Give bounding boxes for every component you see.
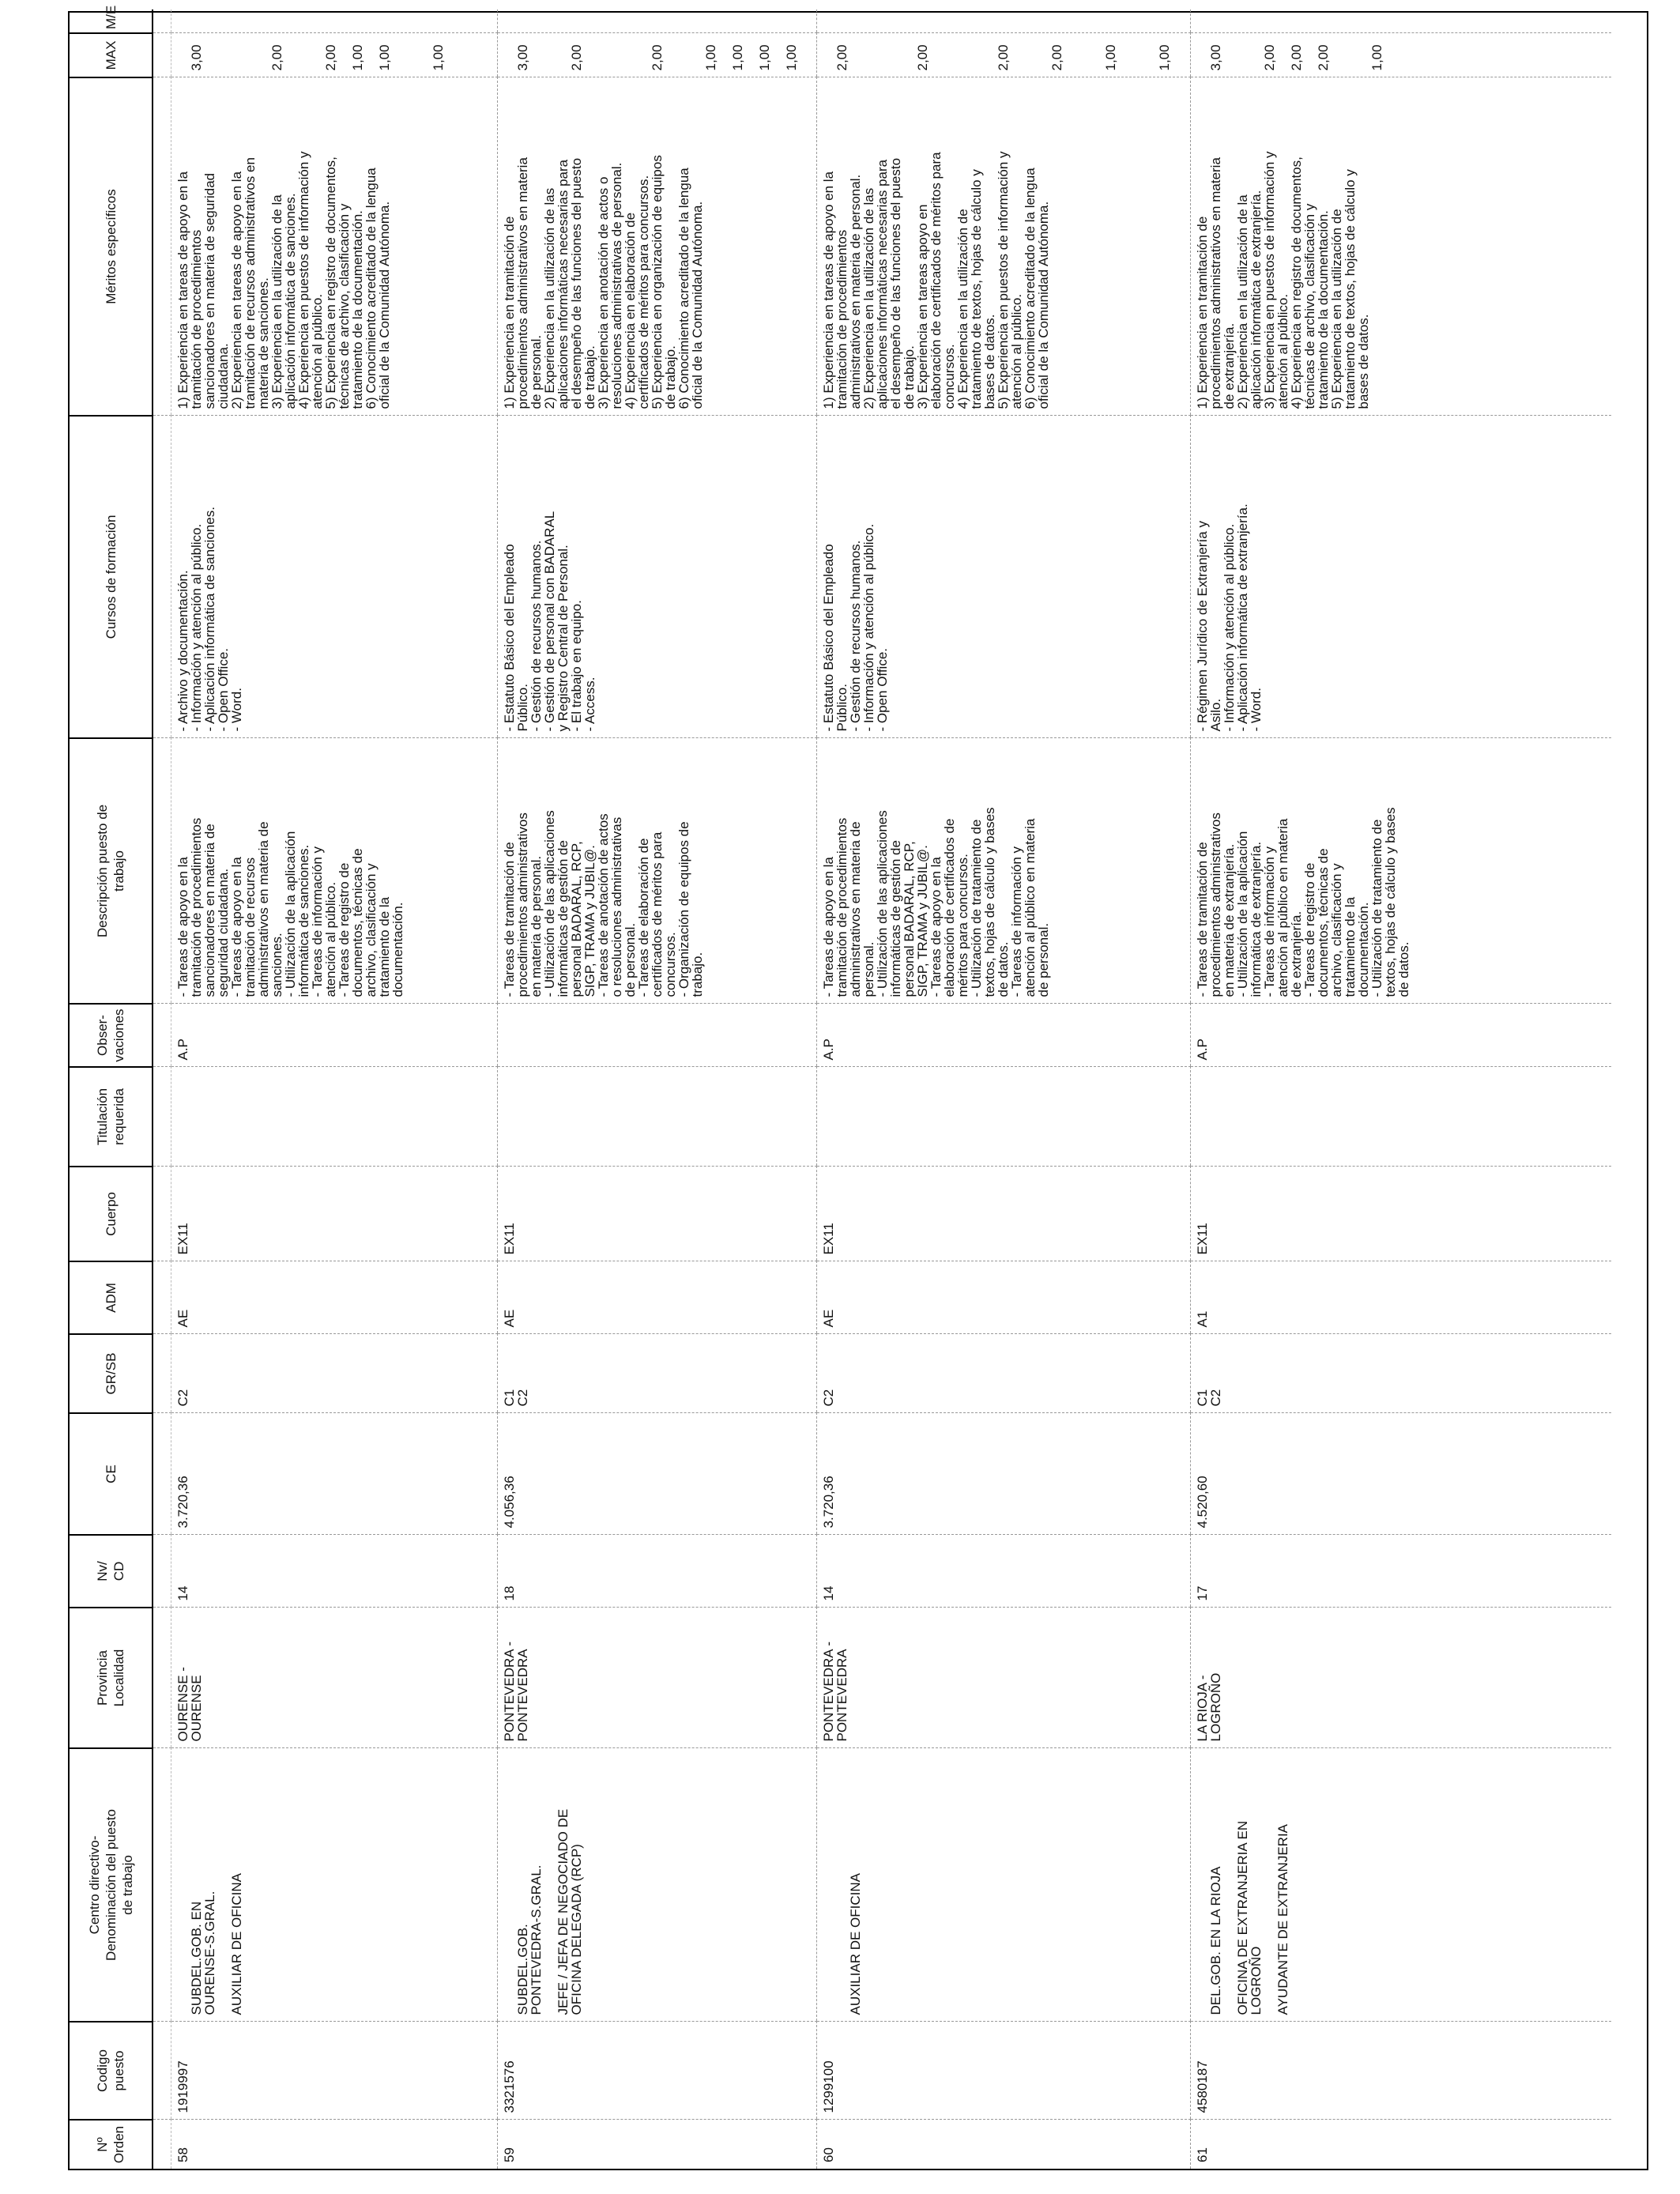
header-centro: Centro directivo- Denominación del puesto de trabajo bbox=[70, 1748, 153, 2022]
max-value bbox=[623, 40, 637, 71]
titulacion-cell bbox=[171, 1067, 498, 1167]
titulacion-cell bbox=[1191, 1067, 1612, 1167]
nivel-cell: 14 bbox=[817, 1535, 1191, 1608]
adm-cell: AE bbox=[817, 1261, 1191, 1334]
table-row bbox=[171, 9, 498, 2169]
max-value: 2,00 bbox=[915, 44, 930, 71]
descripcion-cell: - Tareas de tramitación de procedimientos administrativos en materia de extranjería. - Utilización de la aplicación informática de extranjería. - Tareas de información y atención al público en materia de extranjería. - Tareas de registro de documentos, técnicas de archivo, clasificación y tratamiento de la documentación. - Utilización de tratamiento de textos, hojas de cálculo y bases de datos. bbox=[1191, 738, 1612, 1004]
cursos-cell: - Estatuto Básico del Empleado Público. - Gestión de recursos humanos. - Gestión de personal con BADARAL y Registro Central de Personal. - El trabajo en equipo. - Access. bbox=[498, 416, 817, 738]
max-value bbox=[677, 40, 691, 71]
cuerpo-cell: EX11 bbox=[171, 1167, 498, 1261]
max-value: 1,00 bbox=[1369, 44, 1384, 71]
max-value: 2,00 bbox=[650, 44, 665, 71]
centro-cell bbox=[1191, 1748, 1612, 2022]
header-codigo: Codigo puesto bbox=[70, 2022, 153, 2120]
meritos-cell: 1) Experiencia en tareas de apoyo en la tramitación de procedimientos administrativos en materia de personal. 2) Experiencia en la utilización de las aplicaciones informáticas necesarias para el desempeño de las funciones del puesto de trabajo. 3) Experiencia en tareas apoyo en elaboración de certificados de méritos para concursos. 4) Experiencia en la utilización de tratamiento de textos, hojas de cálculo y bases de datos. 5) Experiencia en puestos de información y atención al público. 6) Conocimiento acreditado de la lengua oficial de la Comunidad Autónoma. bbox=[817, 77, 1191, 416]
titulacion-cell bbox=[817, 1067, 1191, 1167]
job-posts-table bbox=[70, 5, 1611, 2169]
provincia-cell: OURENSE - OURENSE bbox=[171, 1608, 498, 1748]
table-row bbox=[817, 9, 1191, 2169]
post-title: JEFE / JEFA DE NEGOCIADO DE OFICINA DELEGADA (RCP) bbox=[556, 1808, 584, 2015]
max-value: 1,00 bbox=[431, 44, 446, 71]
cuerpo-cell: EX11 bbox=[498, 1167, 817, 1261]
max-value: 2,00 bbox=[996, 44, 1011, 71]
cursos-cell: - Archivo y documentación. - Información y atención al público. - Aplicación informática de sanciones. - Open Office. - Word. bbox=[171, 416, 498, 738]
max-value: 2,00 bbox=[1289, 44, 1304, 71]
codigo-cell: 1919997 bbox=[171, 2022, 498, 2120]
max-value bbox=[862, 40, 876, 71]
max-value bbox=[1131, 40, 1144, 71]
ce-cell: 4.520,60 bbox=[1191, 1413, 1612, 1535]
spacer-row bbox=[153, 9, 171, 2169]
cursos-cell: - Estatuto Básico del Empleado Público. - Gestión de recursos humanos. - Información y atención al público. - Open Office. bbox=[817, 416, 1191, 738]
max-value bbox=[1236, 40, 1249, 71]
grsb-cell: C1 C2 bbox=[498, 1334, 817, 1413]
header-orden: Nº Orden bbox=[70, 2120, 153, 2169]
meritos-cell: 1) Experiencia en tramitación de procedimientos administrativos en materia de personal. 2) Experiencia en la utilización de las aplicaciones informáticas necesarias para el desempeño de las funciones del puesto de trabajo. 3) Experiencia en anotación de actos o resoluciones administrativas de personal. 4) Experiencia en elaboración de certificados de méritos para concursos. 5) Experiencia en organización de equipos de trabajo. 6) Conocimiento acreditado de la lengua oficial de la Comunidad Autónoma. bbox=[498, 77, 817, 416]
grsb-cell: C1 C2 bbox=[1191, 1334, 1612, 1413]
max-value bbox=[1077, 40, 1090, 71]
meritos-cell: 1) Experiencia en tareas de apoyo en la tramitación de procedimientos sancionadores en materia de seguridad ciudadana. 2) Experiencia en tareas de apoyo en la tramitación de recursos administrativos en materia de sanciones. 3) Experiencia en la utilización de la aplicación informática de sanciones. 4) Experiencia en puestos de información y atención al público. 5) Experiencia en registro de documentos, técnicas de archivo, clasificación y tratamiento de la documentación. 6) Conocimiento acreditado de la lengua oficial de la Comunidad Autónoma. bbox=[171, 77, 498, 416]
max-cell bbox=[817, 33, 1191, 77]
max-cell bbox=[1191, 33, 1612, 77]
max-value: 2,00 bbox=[1262, 44, 1277, 71]
table-row bbox=[498, 9, 817, 2169]
max-cell bbox=[498, 33, 817, 77]
codigo-cell: 1299100 bbox=[817, 2022, 1191, 2120]
max-value: 1,00 bbox=[1157, 44, 1172, 71]
max-value: 3,00 bbox=[189, 44, 204, 71]
max-cell bbox=[171, 33, 498, 77]
codigo-cell: 4580187 bbox=[1191, 2022, 1612, 2120]
cuerpo-cell: EX11 bbox=[817, 1167, 1191, 1261]
nivel-cell: 14 bbox=[171, 1535, 498, 1608]
observaciones-cell: A.P bbox=[1191, 1004, 1612, 1067]
max-value: 3,00 bbox=[515, 44, 530, 71]
max-value: 1,00 bbox=[1103, 44, 1118, 71]
ce-cell: 3.720,36 bbox=[817, 1413, 1191, 1535]
org-unit: DEL.GOB. EN LA RIOJA OFICINA DE EXTRANJERIA EN LOGROÑO bbox=[1208, 1820, 1264, 2015]
cuerpo-cell: EX11 bbox=[1191, 1167, 1612, 1261]
observaciones-cell bbox=[498, 1004, 817, 1067]
max-value: 1,00 bbox=[757, 44, 772, 71]
descripcion-cell: - Tareas de tramitación de procedimientos administrativos en materia de personal. - Utilización de las aplicaciones informáticas de gestión de personal BADARAL, RCP, SIGP, TRAMA y JUBIL@. - Tareas de anotación de actos o resoluciones administrativas de personal. - Tareas de elaboración de certificados de méritos para concursos. - Organización de equipos de trabajo. bbox=[498, 738, 817, 1004]
post-title: AUXILIAR DE OFICINA bbox=[848, 1873, 863, 2015]
max-value: 2,00 bbox=[834, 44, 849, 71]
max-value bbox=[1023, 40, 1037, 71]
provincia-cell: LA RIOJA - LOGROÑO bbox=[1191, 1608, 1612, 1748]
max-value: 2,00 bbox=[569, 44, 584, 71]
max-value: 2,00 bbox=[1316, 44, 1331, 71]
max-value: 2,00 bbox=[269, 44, 284, 71]
orden-cell: 59 bbox=[498, 2120, 817, 2169]
header-cuerpo: Cuerpo bbox=[70, 1167, 153, 1261]
max-value bbox=[405, 40, 418, 71]
max-value bbox=[889, 40, 902, 71]
centro-cell bbox=[498, 1748, 817, 2022]
max-value bbox=[217, 40, 230, 71]
max-value: 1,00 bbox=[730, 44, 745, 71]
provincia-cell: PONTEVEDRA - PONTEVEDRA bbox=[817, 1608, 1191, 1748]
max-value bbox=[243, 40, 257, 71]
max-value: 1,00 bbox=[350, 44, 365, 71]
meritos-cell: 1) Experiencia en tramitación de procedimientos administrativos en materia de extranjería. 2) Experiencia en la utilización de la aplicación informática de extranjería. 3) Experiencia en puestos de información y atención al público. 4) Experiencia en registro de documentos, técnicas de archivo, clasificación y tratamiento de la documentación. 5) Experiencia en la utilización de tratamiento de textos, hojas de cálculo y bases de datos. bbox=[1191, 77, 1612, 416]
max-value bbox=[1343, 40, 1357, 71]
max-value: 1,00 bbox=[703, 44, 718, 71]
header-max: MAX bbox=[70, 33, 153, 77]
centro-cell bbox=[817, 1748, 1191, 2022]
orden-cell: 60 bbox=[817, 2120, 1191, 2169]
post-title: AYUDANTE DE EXTRANJERIA bbox=[1275, 1823, 1290, 2015]
max-value bbox=[297, 40, 311, 71]
header-me: M/E bbox=[70, 9, 153, 33]
me-cell bbox=[171, 9, 498, 33]
orden-cell: 58 bbox=[171, 2120, 498, 2169]
max-value bbox=[543, 40, 556, 71]
cursos-cell: - Régimen Jurídico de Extranjería y Asilo. - Información y atención al público. - Aplicación informática de extranjería. - Word. bbox=[1191, 416, 1612, 738]
post-title: AUXILIAR DE OFICINA bbox=[229, 1873, 244, 2015]
max-value bbox=[970, 40, 983, 71]
centro-cell bbox=[171, 1748, 498, 2022]
orden-cell: 61 bbox=[1191, 2120, 1612, 2169]
provincia-cell: PONTEVEDRA - PONTEVEDRA bbox=[498, 1608, 817, 1748]
ce-cell: 3.720,36 bbox=[171, 1413, 498, 1535]
header-observaciones: Obser- vaciones bbox=[70, 1004, 153, 1067]
header-descripcion: Descripción puesto de trabajo bbox=[70, 738, 153, 1004]
header-meritos: Méritos específicos bbox=[70, 77, 153, 416]
observaciones-cell: A.P bbox=[171, 1004, 498, 1067]
header-ce: CE bbox=[70, 1413, 153, 1535]
header-grsb: GR/SB bbox=[70, 1334, 153, 1413]
grsb-cell: C2 bbox=[171, 1334, 498, 1413]
me-cell bbox=[817, 9, 1191, 33]
header-adm: ADM bbox=[70, 1261, 153, 1334]
me-cell bbox=[498, 9, 817, 33]
max-value: 2,00 bbox=[1049, 44, 1064, 71]
nivel-cell: 18 bbox=[498, 1535, 817, 1608]
ce-cell: 4.056,36 bbox=[498, 1413, 817, 1535]
descripcion-cell: - Tareas de apoyo en la tramitación de procedimientos sancionadores en materia de seguridad ciudadana. - Tareas de apoyo en la tramitación de recursos administrativos en materia de sanciones. - Utilización de la aplicación informática de sanciones. - Tareas de información y atención al público. - Tareas de registro de documentos, técnicas de archivo, clasificación y tratamiento de la documentación. bbox=[171, 738, 498, 1004]
me-cell bbox=[1191, 9, 1612, 33]
adm-cell: AE bbox=[498, 1261, 817, 1334]
org-unit: SUBDEL.GOB. PONTEVEDRA-S.GRAL. bbox=[515, 1864, 544, 2015]
max-value: 1,00 bbox=[377, 44, 392, 71]
table-header-row bbox=[70, 9, 153, 2169]
titulacion-cell bbox=[498, 1067, 817, 1167]
max-value bbox=[943, 40, 956, 71]
header-cursos: Cursos de formación bbox=[70, 416, 153, 738]
observaciones-cell: A.P bbox=[817, 1004, 1191, 1067]
org-unit: SUBDEL.GOB. EN OURENSE-S.GRAL. bbox=[189, 1891, 217, 2015]
codigo-cell: 3321576 bbox=[498, 2022, 817, 2120]
max-value bbox=[597, 40, 610, 71]
adm-cell: A1 bbox=[1191, 1261, 1612, 1334]
nivel-cell: 17 bbox=[1191, 1535, 1612, 1608]
descripcion-cell: - Tareas de apoyo en la tramitación de procedimientos administrativos en materia de personal. - Utilización de las aplicaciones informáticas de gestión de personal BADARAL, RCP, SIGP, TRAMA y JUBIL@. - Tareas de apoyo en la elaboración de certificados de méritos para concursos. - Utilización de tratamiento de textos, hojas de cálculo y bases de datos. - Tareas de información y atención al público en materia de personal. bbox=[817, 738, 1191, 1004]
grsb-cell: C2 bbox=[817, 1334, 1191, 1413]
table-frame bbox=[68, 5, 1648, 2170]
header-titulacion: Titulación requerida bbox=[70, 1067, 153, 1167]
adm-cell: AE bbox=[171, 1261, 498, 1334]
max-value: 2,00 bbox=[323, 44, 338, 71]
header-nivel: Nv/ CD bbox=[70, 1535, 153, 1608]
max-value: 3,00 bbox=[1208, 44, 1223, 71]
header-provincia: Provincia Localidad bbox=[70, 1608, 153, 1748]
table-row bbox=[1191, 9, 1612, 2169]
max-value: 1,00 bbox=[784, 44, 799, 71]
